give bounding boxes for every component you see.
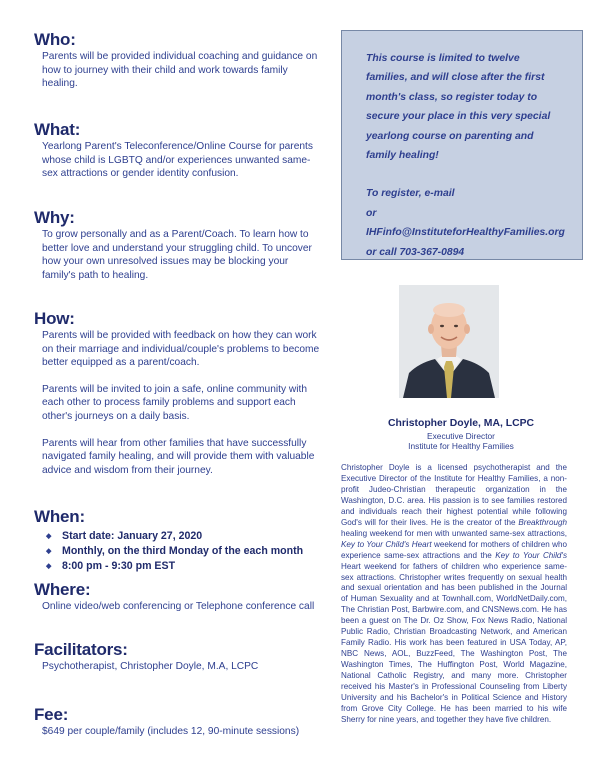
section-when xyxy=(34,507,334,574)
bio-title xyxy=(341,431,581,451)
where-heading: Where: xyxy=(34,580,91,599)
bio-em-key-child: Key to Your Child's xyxy=(495,550,567,560)
register-line: To register, e-mail xyxy=(366,188,455,200)
who-text: Parents will be provided individual coaching and guidance on how to journey with their child and work towards family healing. xyxy=(42,51,318,90)
when-item-monthly: ◆ Monthly, on the third Monday of the each month xyxy=(46,544,334,559)
section-what xyxy=(34,120,324,181)
how-paragraph-2: Parents will be invited to join a safe, online community with each other to process family problems and support each other's journeys on a daily basis. xyxy=(42,383,308,422)
how-paragraph-3: Parents will hear from other families that have successfully navigated family healing, and will provide them with valuable advice and wisdom from their journey. xyxy=(42,437,315,476)
bio-name: Christopher Doyle, MA, LCPC xyxy=(387,418,535,429)
when-item-start: ◆ Start date: January 27, 2020 xyxy=(46,529,334,544)
bio-part-1: Christopher Doyle is a licensed psychotherapist and the Executive Director of the Institute for Healthy Families, a non-profit Judeo-Christian therapeutic organization in the Washington, D.C. area. His passion is to see families restored and individuals reach their highest potential while following God's will for their lives. He is the creator of the xyxy=(341,463,567,527)
section-fee xyxy=(34,705,334,739)
section-how xyxy=(34,309,324,477)
email-link[interactable]: or IHFinfo@InstituteforHealthyFamilies.org xyxy=(366,207,565,239)
callout-notice: This course is limited to twelve families, and will close after the first month's class, so register today to secure your place in this very special yearlong course on parenting and family healing! xyxy=(366,53,551,162)
what-text: Yearlong Parent's Teleconference/Online Course for parents whose child is LGBTQ and/or experiences unwanted same-sex attractions or gender identity confusion. xyxy=(42,141,313,180)
section-who xyxy=(34,30,324,91)
what-heading: What: xyxy=(34,120,81,139)
when-heading: When: xyxy=(34,507,85,526)
fee-heading: Fee: xyxy=(34,705,69,724)
how-heading: How: xyxy=(34,309,75,328)
where-text: Online video/web conferencing or Telephone conference call xyxy=(42,601,315,612)
when-item-time: ◆ 8:00 pm - 9:30 pm EST xyxy=(46,559,334,574)
when-list xyxy=(46,529,334,574)
facilitators-text: Psychotherapist, Christopher Doyle, M.A, LCPC xyxy=(42,661,259,672)
how-paragraph-1: Parents will be provided with feedback on how they can work on their marriage and individual/couple's problems to become better equipped as a parent/coach. xyxy=(42,330,320,369)
facilitators-heading: Facilitators: xyxy=(34,640,128,659)
bio-title-role: Executive Director xyxy=(427,431,495,441)
section-facilitators xyxy=(34,640,334,674)
who-heading: Who: xyxy=(34,30,76,49)
bio-part-2: healing weekend for men with unwanted same-sex attractions, xyxy=(341,528,567,538)
fee-text: $649 per couple/family (includes 12, 90-minute sessions) xyxy=(42,726,300,737)
bio-text xyxy=(341,463,567,726)
why-heading: Why: xyxy=(34,208,75,227)
headshot-illustration xyxy=(399,285,499,398)
phone-line: or call 703-367-0894 xyxy=(366,246,465,258)
bio-em-key-heart: Key to Your Child's Heart xyxy=(341,539,432,549)
why-text: To grow personally and as a Parent/Coach. To learn how to better love and understand your struggling child. To uncover how your own unresolved issues may be blocking your family's path to healing. xyxy=(42,229,312,281)
headshot-photo xyxy=(399,285,499,398)
section-why xyxy=(34,208,324,282)
bio-title-org: Institute for Healthy Families xyxy=(408,441,514,451)
bio-part-3: weekend for mothers of children who experience same-sex attractions and the xyxy=(341,539,567,560)
bio-em-breakthrough: Breakthrough xyxy=(518,517,567,527)
bio-part-4: Heart weekend for fathers of children who experience same-sex attractions. Christopher writes frequently on sexual health and sexual orientation and has been published in the Journal of Human Sexuality and at Townhall.com, WorldNetDaily.com, The Christian Post, Barbwire.com, and CNSNews.com. He has been a guest on The Dr. Oz Show, Fox News Radio, National Public Radio, Christian Broadcasting Network, and American Family Radio. His work has been featured in USA Today, AP, NBC News, AOL, BuzzFeed, The Washington Post, The Washington Times, The Huffington Post, World Magazine, National Catholic Registry, and many more. Christopher received his Master's in Professional Counseling from Liberty University and his Bachelor's in Political Science and History from Grove City College. He has been married to his wife Sherry for nine years, and together they have five children. xyxy=(341,561,567,724)
registration-callout xyxy=(341,30,583,260)
callout-register xyxy=(366,184,564,262)
section-where xyxy=(34,580,334,614)
